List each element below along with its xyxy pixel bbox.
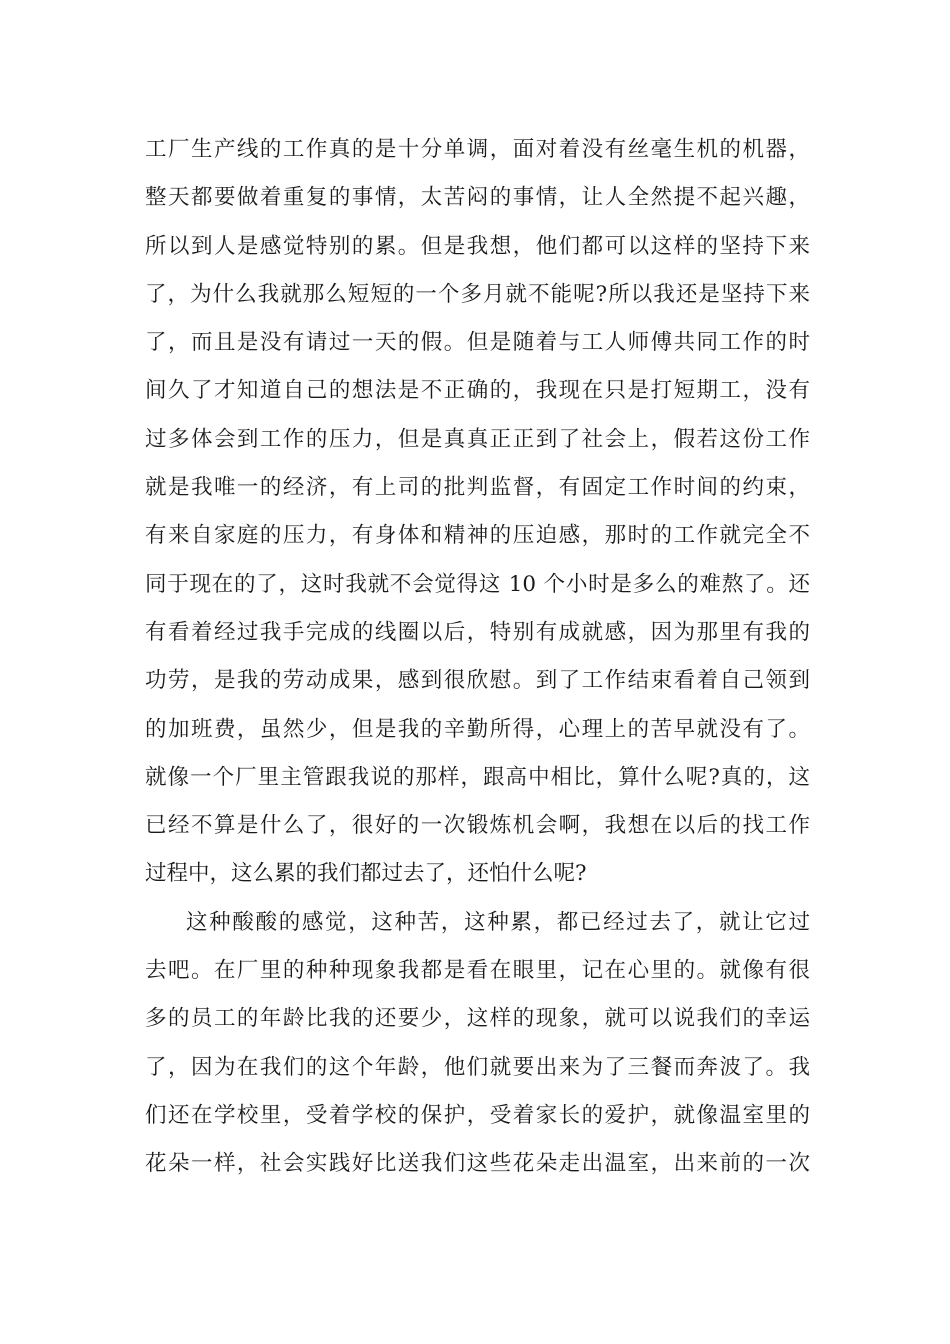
text-line: 过多体会到工作的压力，但是真真正正到了社会上，假若这份工作 bbox=[145, 426, 810, 452]
text-line: 了，而且是没有请过一天的假。但是随着与工人师傅共同工作的时 bbox=[145, 330, 810, 356]
text-line: 就是我唯一的经济，有上司的批判监督，有固定工作时间的约束， bbox=[145, 475, 810, 501]
text-line: 多的员工的年龄比我的还要少，这样的现象，就可以说我们的幸运 bbox=[145, 1006, 810, 1032]
text-line: 整天都要做着重复的事情，太苦闷的事情，让人全然提不起兴趣， bbox=[145, 185, 810, 211]
text-line: 的加班费，虽然少，但是我的辛勤所得，心理上的苦早就没有了。 bbox=[145, 716, 810, 742]
text-line: 间久了才知道自己的想法是不正确的，我现在只是打短期工，没有 bbox=[145, 378, 810, 404]
text-line: 花朵一样，社会实践好比送我们这些花朵走出温室，出来前的一次 bbox=[145, 1151, 810, 1177]
body-text bbox=[145, 126, 810, 1189]
text-line: 已经不算是什么了，很好的一次锻炼机会啊，我想在以后的找工作 bbox=[145, 813, 810, 839]
text-line-paragraph-start: 这种酸酸的感觉，这种苦，这种累，都已经过去了，就让它过 bbox=[186, 909, 810, 935]
text-line: 所以到人是感觉特别的累。但是我想，他们都可以这样的坚持下来 bbox=[145, 233, 810, 259]
text-line-paragraph-end: 过程中，这么累的我们都过去了，还怕什么呢? bbox=[145, 861, 587, 887]
text-line: 了，为什么我就那么短短的一个多月就不能呢?所以我还是坚持下来 bbox=[145, 281, 810, 307]
text-line: 功劳，是我的劳动成果，感到很欣慰。到了工作结束看着自己领到 bbox=[145, 668, 810, 694]
text-line: 了，因为在我们的这个年龄，他们就要出来为了三餐而奔波了。我 bbox=[145, 1054, 810, 1080]
text-line: 有来自家庭的压力，有身体和精神的压迫感，那时的工作就完全不 bbox=[145, 523, 810, 549]
text-line: 们还在学校里，受着学校的保护，受着家长的爱护，就像温室里的 bbox=[145, 1102, 810, 1128]
text-line: 同于现在的了，这时我就不会觉得这 10 个小时是多么的难熬了。还 bbox=[145, 571, 810, 597]
text-line: 工厂生产线的工作真的是十分单调，面对着没有丝毫生机的机器， bbox=[145, 137, 810, 162]
text-line: 去吧。在厂里的种种现象我都是看在眼里，记在心里的。就像有很 bbox=[145, 958, 810, 984]
text-line: 有看着经过我手完成的线圈以后，特别有成就感，因为那里有我的 bbox=[145, 619, 810, 645]
text-line: 就像一个厂里主管跟我说的那样，跟高中相比，算什么呢?真的，这 bbox=[145, 764, 810, 790]
